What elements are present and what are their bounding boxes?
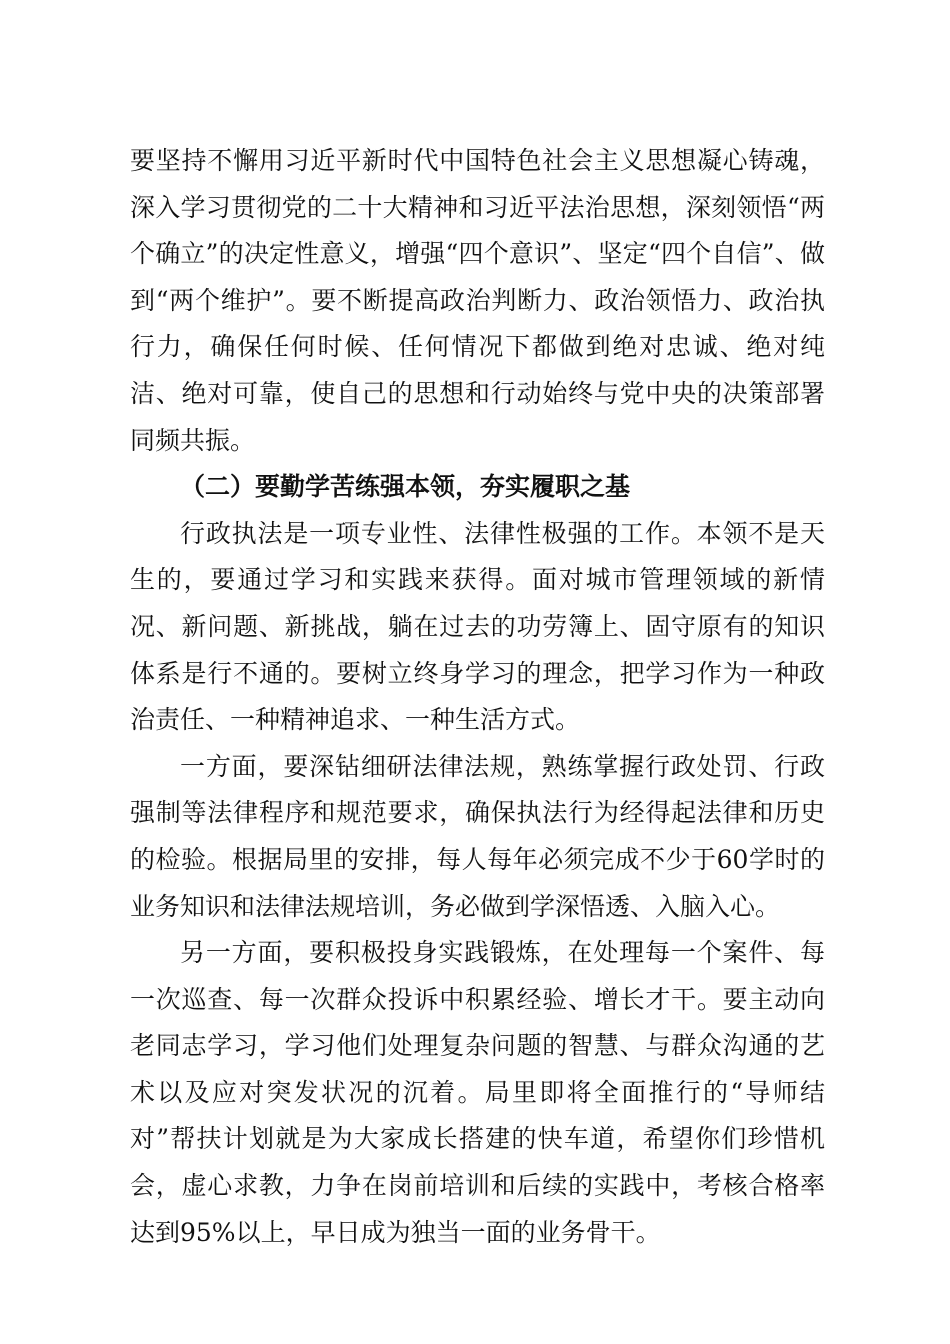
body-paragraph-1: 要坚持不懈用习近平新时代中国特色社会主义思想凝心铸魂，深入学习贯彻党的二十大精神和习近平法治思想，深刻领悟“两个确立”的决定性意义，增强“四个意识”、坚定“四个自信”、做到“两个维护”。要不断提高政治判断力、政治领悟力、政治执行力，确保任何时候、任何情况下都做到绝对忠诚、绝对纯洁、绝对可靠，使自己的思想和行动始终与党中央的决策部署同频共振。	[130, 146, 825, 455]
body-paragraph-3: 一方面，要深钻细研法律法规，熟练掌握行政处罚、行政强制等法律程序和规范要求，确保执法行为经得起法律和历史的检验。根据局里的安排，每人每年必须完成不少于60学时的业务知识和法律法规培训，务必做到学深悟透、入脑入心。	[130, 751, 825, 921]
document-body	[130, 138, 825, 1256]
body-paragraph-2: 行政执法是一项专业性、法律性极强的工作。本领不是天生的，要通过学习和实践来获得。面对城市管理领域的新情况、新问题、新挑战，躺在过去的功劳簿上、固守原有的知识体系是行不通的。要树立终身学习的理念，把学习作为一种政治责任、一种精神追求、一种生活方式。	[130, 518, 825, 735]
body-paragraph-4: 另一方面，要积极投身实践锻炼，在处理每一个案件、每一次巡查、每一次群众投诉中积累经验、增长才干。要主动向老同志学习，学习他们处理复杂问题的智慧、与群众沟通的艺术以及应对突发状况的沉着。局里即将全面推行的“导师结对”帮扶计划就是为大家成长搭建的快车道，希望你们珍惜机会，虚心求教，力争在岗前培训和后续的实践中，考核合格率达到95%以上，早日成为独当一面的业务骨干。	[130, 938, 825, 1247]
section-heading: （二）要勤学苦练强本领，夯实履职之基	[180, 472, 631, 502]
